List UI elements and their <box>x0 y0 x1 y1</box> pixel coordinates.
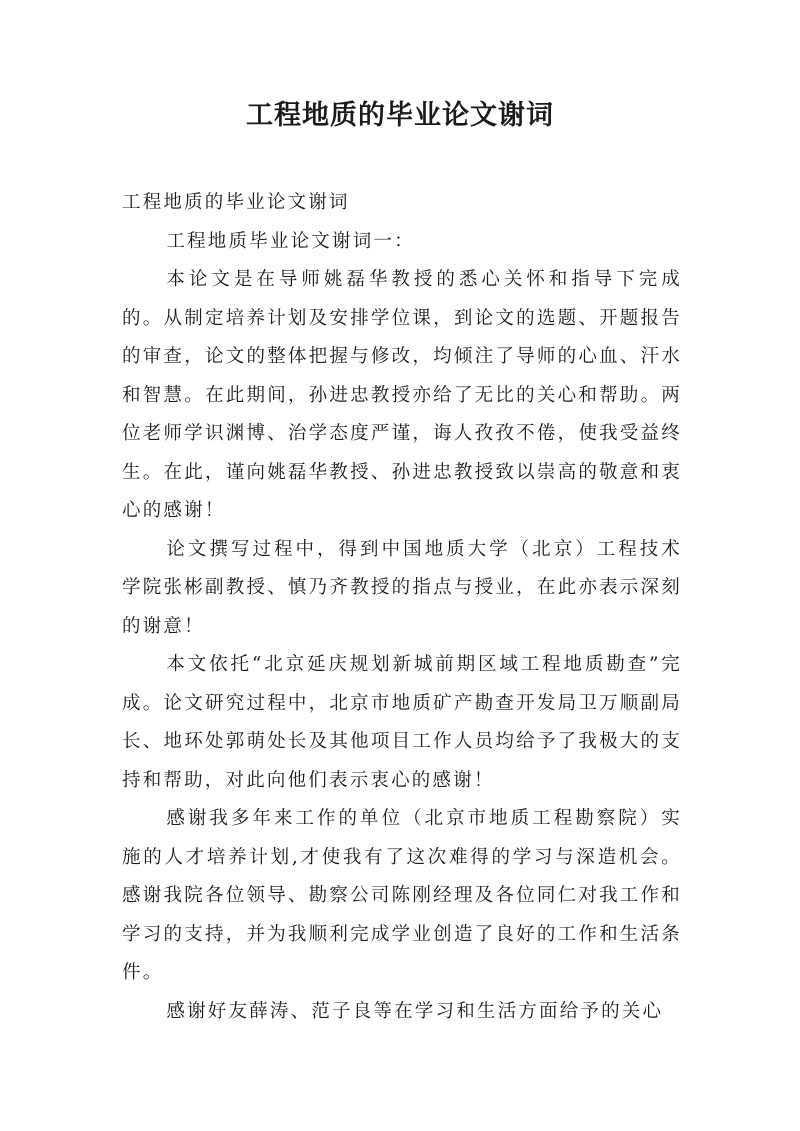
body-paragraph-friends: 感谢好友薛涛、范子良等在学习和生活方面给予的关心 <box>166 1000 664 1022</box>
document-body <box>122 184 682 1031</box>
document-title: 工程地质的毕业论文谢词 <box>246 100 554 131</box>
body-paragraph-employer: 感谢我多年来工作的单位（北京市地质工程勘察院）实施的人才培养计划,才使我有了这次难得的学习与深造机会。感谢我院各位领导、勘察公司陈刚经理及各位同仁对我工作和学习的支持，并为我顺利完成学业创造了良好的工作和生活条件。 <box>122 808 682 983</box>
subtitle-paragraph: 工程地质的毕业论文谢词 <box>122 192 350 213</box>
section-heading-paragraph: 工程地质毕业论文谢词一： <box>166 230 415 252</box>
body-paragraph-project: 本文依托“北京延庆规划新城前期区域工程地质勘查”完成。论文研究过程中，北京市地质矿产勘查开发局卫万顺副局长、地环处郭萌处长及其他项目工作人员均给予了我极大的支持和帮助，对此向他们表示衷心的感谢！ <box>122 654 682 791</box>
body-paragraph-writing: 论文撰写过程中，得到中国地质大学（北京）工程技术学院张彬副教授、慎乃齐教授的指点与授业，在此亦表示深刻的谢意！ <box>122 538 682 637</box>
body-paragraph-advisor: 本论文是在导师姚磊华教授的悉心关怀和指导下完成的。从制定培养计划及安排学位课，到论文的选题、开题报告的审查，论文的整体把握与修改，均倾注了导师的心血、汗水和智慧。在此期间，孙进忠教授亦给了无比的关心和帮助。两位老师学识渊博、治学态度严谨，诲人孜孜不倦，使我受益终生。在此，谨向姚磊华教授、孙进忠教授致以崇高的敬意和衷心的感谢！ <box>122 269 682 521</box>
